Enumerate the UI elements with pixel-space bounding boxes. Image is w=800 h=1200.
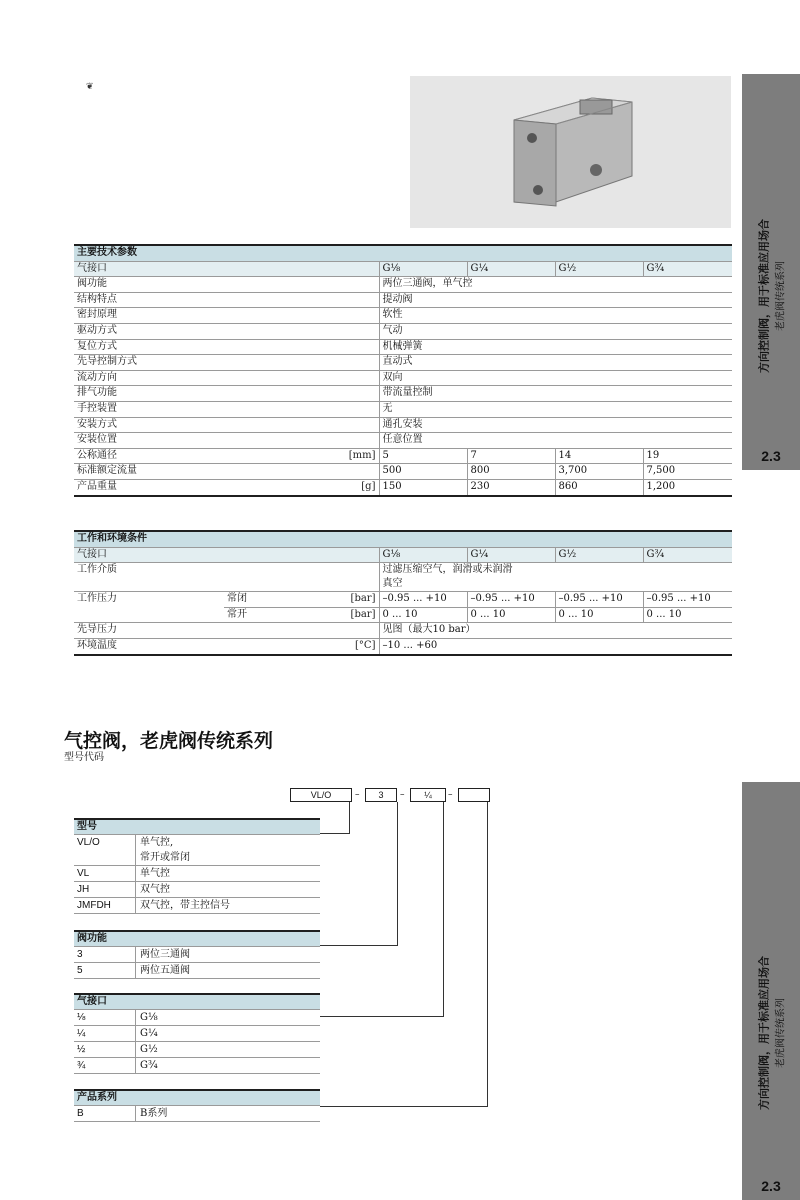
code-value: ¾: [77, 1060, 86, 1071]
spec-label: 公称通径: [74, 448, 224, 464]
nc-value: –0.95 ... +10: [555, 592, 643, 608]
code-desc-line: G½: [140, 1044, 158, 1055]
code-desc: [135, 963, 320, 978]
spec-unit: [224, 323, 379, 339]
spec-value: 19: [643, 448, 732, 464]
code-desc: [135, 1106, 320, 1121]
spec-unit: [224, 339, 379, 355]
port-header: G¼: [467, 261, 555, 277]
code-desc-line: 单气控: [140, 868, 170, 879]
code-desc-line: G¾: [140, 1060, 158, 1071]
temp-label: 环境温度: [74, 638, 339, 654]
code-desc: [135, 1010, 320, 1025]
section-heading: 气控阀，老虎阀传统系列: [64, 730, 274, 752]
spec-label: 驱动方式: [74, 323, 224, 339]
code-group-title: 型号: [74, 818, 320, 834]
env-table: [74, 530, 732, 656]
connector-line: [397, 802, 398, 945]
code-box-type: VL/O: [290, 788, 352, 802]
spec-value: 230: [467, 479, 555, 495]
code-row: [74, 1025, 320, 1041]
code-group-function: [74, 930, 320, 979]
code-row: [74, 881, 320, 897]
spec-value: 通孔安装: [379, 417, 732, 433]
code-group-type: [74, 818, 320, 914]
code-dash: –: [400, 790, 405, 800]
spec-label: 先导控制方式: [74, 355, 224, 371]
pilot-label: 先导压力: [74, 623, 379, 639]
port-header-label: 气接口: [74, 261, 379, 277]
code-desc: [135, 947, 320, 962]
medium-line-2: 真空: [382, 578, 403, 590]
spec-value: 直动式: [379, 355, 732, 371]
spec-label: 结构特点: [74, 292, 224, 308]
pressure-unit: [bar]: [339, 592, 379, 608]
code-box-port: ¼: [410, 788, 446, 802]
code-desc: [135, 1058, 320, 1073]
spec-unit: [224, 433, 379, 449]
medium-value: [379, 563, 732, 592]
spec-value: 7: [467, 448, 555, 464]
spec-label: 手控装置: [74, 401, 224, 417]
port-header: G½: [555, 261, 643, 277]
spec-value: 双向: [379, 370, 732, 386]
temp-value: –10 ... +60: [379, 638, 732, 654]
code-row: [74, 1057, 320, 1074]
spec-value: 7,500: [643, 464, 732, 480]
code-row: [74, 834, 320, 865]
nc-label: 常闭: [224, 592, 339, 608]
spec-unit: [224, 370, 379, 386]
spec-value: 无: [379, 401, 732, 417]
spec-value: 860: [555, 479, 643, 495]
code-group-port: [74, 993, 320, 1074]
code-dash: –: [448, 790, 453, 800]
spec-value: 150: [379, 479, 467, 495]
spec-unit: [g]: [224, 479, 379, 495]
side-tab-bottom: [742, 782, 800, 1200]
code-value: JH: [77, 884, 90, 895]
connector-line: [443, 802, 444, 1016]
section-subheading: 型号代码: [64, 752, 104, 763]
medium-label: 工作介质: [74, 563, 379, 592]
connector-line: [320, 945, 398, 946]
pressure-label: 工作压力: [74, 592, 224, 608]
port-header-label: 气接口: [74, 547, 379, 563]
code-value: ½: [77, 1044, 86, 1055]
spec-label: 流动方向: [74, 370, 224, 386]
code-row: [74, 1041, 320, 1057]
code-row: [74, 1009, 320, 1025]
side-tab-top: [742, 74, 800, 470]
port-header: G⅛: [379, 547, 467, 563]
code-desc-line: 双气控，带主控信号: [140, 900, 230, 911]
spec-unit: [224, 464, 379, 480]
code-value: VL: [77, 868, 90, 879]
pressure-label-spacer: [74, 607, 224, 623]
code-group-title: 阀功能: [74, 930, 320, 946]
spec-table: [74, 244, 732, 497]
valve-illustration: [410, 76, 731, 228]
spec-value: 14: [555, 448, 643, 464]
code-desc-line: 双气控: [140, 884, 170, 895]
spec-value: 带流量控制: [379, 386, 732, 402]
spec-label: 标准额定流量: [74, 464, 224, 480]
code-desc-line: G⅛: [140, 1012, 158, 1023]
side-tab-title: 方向控制阀，用于标准应用场合: [757, 218, 771, 373]
code-value: 3: [77, 949, 83, 960]
code-box-series: [458, 788, 490, 802]
port-header: G¾: [643, 261, 732, 277]
spec-unit: [mm]: [224, 448, 379, 464]
side-tab-title: 方向控制阀，用于标准应用场合: [757, 955, 771, 1110]
code-value: B: [77, 1108, 84, 1119]
code-box-function: 3: [365, 788, 397, 802]
spec-label: 安装位置: [74, 433, 224, 449]
port-header: G⅛: [379, 261, 467, 277]
side-tab-subtitle: 老虎阀传统系列: [775, 997, 787, 1068]
no-value: 0 ... 10: [555, 607, 643, 623]
code-desc-line: B系列: [140, 1108, 168, 1119]
code-group-title: 产品系列: [74, 1089, 320, 1105]
code-value: 5: [77, 965, 83, 976]
spec-unit: [224, 308, 379, 324]
code-row: [74, 946, 320, 962]
code-desc: [135, 898, 320, 913]
env-table-title: 工作和环境条件: [74, 531, 732, 547]
spec-label: 密封原理: [74, 308, 224, 324]
logo-mark: ❦: [86, 82, 94, 92]
code-desc-line: G¼: [140, 1028, 158, 1039]
code-desc: [135, 882, 320, 897]
code-desc: [135, 1026, 320, 1041]
port-header: G¼: [467, 547, 555, 563]
spec-value: 1,200: [643, 479, 732, 495]
connector-line: [349, 802, 350, 833]
spec-label: 阀功能: [74, 277, 224, 293]
pilot-value: 见图（最大10 bar）: [379, 623, 732, 639]
spec-value: 提动阀: [379, 292, 732, 308]
spec-value: 3,700: [555, 464, 643, 480]
temp-unit: [°C]: [339, 638, 379, 654]
no-value: 0 ... 10: [379, 607, 467, 623]
spec-unit: [224, 417, 379, 433]
nc-value: –0.95 ... +10: [379, 592, 467, 608]
code-desc-line: 两位五通阀: [140, 965, 190, 976]
spec-value: 机械弹簧: [379, 339, 732, 355]
code-group-series: [74, 1089, 320, 1122]
spec-label: 产品重量: [74, 479, 224, 495]
code-value: ⅛: [77, 1012, 86, 1023]
no-value: 0 ... 10: [643, 607, 732, 623]
spec-unit: [224, 355, 379, 371]
spec-value: 两位三通阀，单气控: [379, 277, 732, 293]
code-dash: –: [355, 790, 360, 800]
code-desc-line: 两位三通阀: [140, 949, 190, 960]
port-header: G½: [555, 547, 643, 563]
no-label: 常开: [224, 607, 339, 623]
spec-unit: [224, 277, 379, 293]
code-value: VL/O: [77, 837, 100, 848]
spec-label: 复位方式: [74, 339, 224, 355]
code-desc: [135, 835, 320, 865]
spec-value: 软性: [379, 308, 732, 324]
code-desc: [135, 866, 320, 881]
connector-line: [320, 1016, 444, 1017]
code-desc-line: 单气控,: [140, 837, 174, 848]
code-row: [74, 1105, 320, 1122]
connector-line: [487, 802, 488, 1106]
spec-table-title: 主要技术参数: [74, 245, 732, 261]
spec-unit: [224, 401, 379, 417]
no-value: 0 ... 10: [467, 607, 555, 623]
product-image: [410, 76, 731, 228]
code-value: ¼: [77, 1028, 86, 1039]
connector-line: [320, 1106, 488, 1107]
code-desc: [135, 1042, 320, 1057]
spec-unit: [224, 292, 379, 308]
medium-line-1: 过滤压缩空气，润滑或未润滑: [382, 564, 513, 576]
code-desc-line: 常开或常闭: [140, 852, 190, 863]
spec-value: 气动: [379, 323, 732, 339]
connector-line: [320, 833, 350, 834]
spec-value: 5: [379, 448, 467, 464]
code-row: [74, 897, 320, 914]
spec-value: 500: [379, 464, 467, 480]
section-number: 2.3: [761, 1178, 781, 1194]
nc-value: –0.95 ... +10: [467, 592, 555, 608]
code-value: JMFDH: [77, 900, 111, 911]
nc-value: –0.95 ... +10: [643, 592, 732, 608]
spec-label: 排气功能: [74, 386, 224, 402]
pressure-unit: [bar]: [339, 607, 379, 623]
spec-label: 安装方式: [74, 417, 224, 433]
code-group-title: 气接口: [74, 993, 320, 1009]
spec-value: 800: [467, 464, 555, 480]
code-row: [74, 865, 320, 881]
port-header: G¾: [643, 547, 732, 563]
spec-value: 任意位置: [379, 433, 732, 449]
code-row: [74, 962, 320, 979]
side-tab-subtitle: 老虎阀传统系列: [775, 260, 787, 331]
spec-unit: [224, 386, 379, 402]
section-number: 2.3: [761, 448, 781, 464]
